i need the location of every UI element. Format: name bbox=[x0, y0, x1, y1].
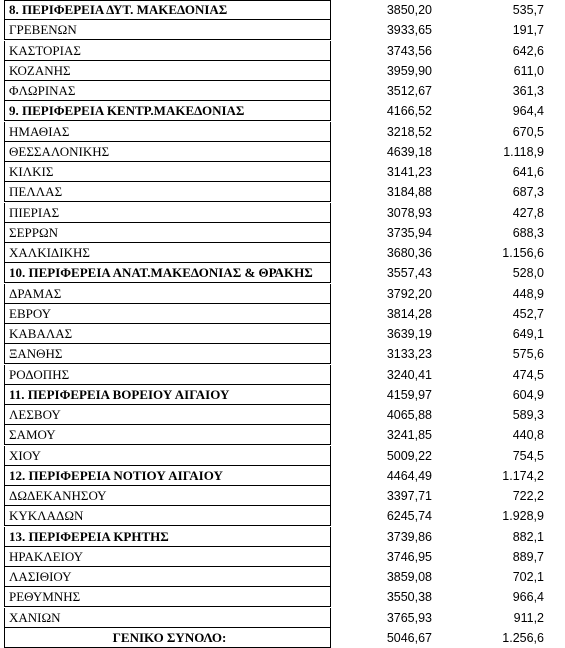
row-value-2: 882,1 bbox=[512, 529, 544, 544]
row-value-1: 4159,97 bbox=[386, 387, 432, 402]
row-value-1: 3184,88 bbox=[386, 185, 432, 200]
row-name: ΣΑΜΟΥ bbox=[4, 425, 331, 445]
row-value-2: 1.174,2 bbox=[502, 468, 544, 483]
row-name: 10. ΠΕΡΙΦΕΡΕΙΑ ΑΝΑΤ.ΜΑΚΕΔΟΝΙΑΣ & ΘΡΑΚΗΣ bbox=[4, 263, 331, 283]
row-value-1: 3141,23 bbox=[386, 165, 432, 179]
row-name: 9. ΠΕΡΙΦΕΡΕΙΑ ΚΕΝΤΡ.ΜΑΚΕΔΟΝΙΑΣ bbox=[4, 101, 331, 121]
row-name: 11. ΠΕΡΙΦΕΡΕΙΑ ΒΟΡΕΙΟΥ ΑΙΓΑΙΟΥ bbox=[4, 385, 331, 405]
row-name: ΚΑΣΤΟΡΙΑΣ bbox=[4, 41, 331, 61]
row-value-2: 889,7 bbox=[512, 549, 544, 564]
row-name: ΗΡΑΚΛΕΙΟΥ bbox=[4, 547, 331, 567]
row-value-1: 3959,90 bbox=[386, 63, 432, 78]
prefecture-row bbox=[0, 365, 565, 385]
row-name: ΗΜΑΘΙΑΣ bbox=[4, 122, 331, 142]
prefecture-row bbox=[0, 304, 565, 324]
row-name: ΠΕΛΛΑΣ bbox=[4, 182, 331, 202]
row-name: ΦΛΩΡΙΝΑΣ bbox=[4, 81, 331, 101]
row-value-1: 3078,93 bbox=[386, 205, 432, 220]
row-value-2: 1.928,9 bbox=[502, 509, 544, 524]
row-name: ΚΟΖΑΝΗΣ bbox=[4, 61, 331, 81]
row-value-1: 3639,19 bbox=[386, 327, 432, 341]
prefecture-row bbox=[0, 223, 565, 243]
row-name: 13. ΠΕΡΙΦΕΡΕΙΑ ΚΡΗΤΗΣ bbox=[4, 527, 331, 547]
row-value-2: 641,6 bbox=[512, 165, 544, 179]
row-value-1: 3550,38 bbox=[386, 590, 432, 605]
region-row bbox=[0, 466, 565, 486]
row-value-1: 3240,41 bbox=[386, 367, 432, 382]
row-name: ΓΕΝΙΚΟ ΣΥΝΟΛΟ: bbox=[4, 628, 331, 648]
prefecture-row bbox=[0, 446, 565, 466]
row-value-1: 5046,67 bbox=[386, 630, 432, 645]
row-value-2: 966,4 bbox=[512, 590, 544, 605]
prefecture-row bbox=[0, 344, 565, 364]
row-value-2: 191,7 bbox=[512, 23, 544, 38]
region-row bbox=[0, 385, 565, 405]
prefecture-row bbox=[0, 284, 565, 304]
region-row bbox=[0, 101, 565, 121]
row-value-2: 528,0 bbox=[512, 266, 544, 281]
total-row bbox=[0, 628, 565, 648]
row-name: ΘΕΣΣΑΛΟΝΙΚΗΣ bbox=[4, 142, 331, 162]
row-value-1: 3218,52 bbox=[386, 124, 432, 139]
row-value-2: 440,8 bbox=[512, 428, 544, 443]
row-value-1: 3512,67 bbox=[386, 84, 432, 98]
row-name: ΣΕΡΡΩΝ bbox=[4, 223, 331, 243]
row-name: ΠΙΕΡΙΑΣ bbox=[4, 203, 331, 223]
row-value-2: 670,5 bbox=[512, 124, 544, 139]
row-value-2: 964,4 bbox=[512, 104, 544, 119]
row-value-2: 474,5 bbox=[512, 367, 544, 382]
row-value-1: 3850,20 bbox=[386, 3, 432, 17]
row-value-1: 3735,94 bbox=[386, 225, 432, 240]
row-name: ΡΟΔΟΠΗΣ bbox=[4, 365, 331, 385]
region-row bbox=[0, 263, 565, 283]
row-value-2: 535,7 bbox=[512, 3, 544, 17]
row-value-2: 575,6 bbox=[512, 347, 544, 362]
prefecture-row bbox=[0, 182, 565, 202]
row-value-2: 702,1 bbox=[512, 570, 544, 584]
row-value-2: 687,3 bbox=[512, 185, 544, 200]
prefecture-row bbox=[0, 608, 565, 628]
row-name: ΛΕΣΒΟΥ bbox=[4, 405, 331, 425]
region-row bbox=[0, 0, 565, 20]
prefecture-row bbox=[0, 20, 565, 40]
row-value-2: 361,3 bbox=[512, 84, 544, 98]
prefecture-row bbox=[0, 425, 565, 445]
row-name: ΔΩΔΕΚΑΝΗΣΟΥ bbox=[4, 486, 331, 506]
prefecture-row bbox=[0, 486, 565, 506]
prefecture-row bbox=[0, 405, 565, 425]
region-row bbox=[0, 527, 565, 547]
prefecture-row bbox=[0, 506, 565, 526]
row-value-2: 754,5 bbox=[512, 448, 544, 463]
row-value-1: 6245,74 bbox=[386, 509, 432, 524]
row-value-2: 649,1 bbox=[512, 327, 544, 341]
row-name: ΔΡΑΜΑΣ bbox=[4, 284, 331, 304]
row-value-2: 642,6 bbox=[512, 43, 544, 58]
prefecture-row bbox=[0, 41, 565, 61]
row-value-1: 4639,18 bbox=[386, 144, 432, 159]
row-value-1: 3241,85 bbox=[386, 428, 432, 443]
row-value-2: 722,2 bbox=[512, 489, 544, 503]
row-value-2: 452,7 bbox=[512, 306, 544, 321]
prefecture-row bbox=[0, 243, 565, 263]
row-value-1: 3933,65 bbox=[386, 23, 432, 38]
prefecture-row bbox=[0, 142, 565, 162]
row-value-1: 3792,20 bbox=[386, 286, 432, 301]
prefecture-row bbox=[0, 81, 565, 101]
row-value-1: 4065,88 bbox=[386, 408, 432, 422]
row-name: ΧΑΝΙΩΝ bbox=[4, 608, 331, 628]
row-value-2: 611,0 bbox=[513, 63, 544, 78]
row-value-2: 1.256,6 bbox=[502, 630, 544, 645]
prefecture-row bbox=[0, 324, 565, 344]
row-value-2: 604,9 bbox=[512, 387, 544, 402]
row-value-1: 5009,22 bbox=[386, 448, 432, 463]
row-value-1: 3859,08 bbox=[386, 570, 432, 584]
prefecture-row bbox=[0, 547, 565, 567]
row-value-2: 1.156,6 bbox=[502, 246, 544, 260]
row-name: 8. ΠΕΡΙΦΕΡΕΙΑ ΔΥΤ. ΜΑΚΕΔΟΝΙΑΣ bbox=[4, 0, 331, 20]
prefecture-row bbox=[0, 162, 565, 182]
prefecture-row bbox=[0, 203, 565, 223]
row-name: ΞΑΝΘΗΣ bbox=[4, 344, 331, 364]
row-name: ΕΒΡΟΥ bbox=[4, 304, 331, 324]
row-value-1: 3739,86 bbox=[386, 529, 432, 544]
row-name: ΡΕΘΥΜΝΗΣ bbox=[4, 587, 331, 607]
row-value-1: 3765,93 bbox=[386, 610, 432, 625]
row-value-2: 911,2 bbox=[513, 610, 544, 625]
row-value-1: 3743,56 bbox=[386, 43, 432, 58]
row-value-1: 3557,43 bbox=[386, 266, 432, 281]
row-name: ΧΑΛΚΙΔΙΚΗΣ bbox=[4, 243, 331, 263]
prefecture-row bbox=[0, 567, 565, 587]
row-value-1: 3397,71 bbox=[386, 489, 432, 503]
row-value-1: 3814,28 bbox=[386, 306, 432, 321]
row-value-2: 1.118,9 bbox=[503, 144, 544, 159]
prefecture-row bbox=[0, 61, 565, 81]
row-name: ΧΙΟΥ bbox=[4, 446, 331, 466]
row-value-2: 448,9 bbox=[512, 286, 544, 301]
row-name: 12. ΠΕΡΙΦΕΡΕΙΑ ΝΟΤΙΟΥ ΑΙΓΑΙΟΥ bbox=[4, 466, 331, 486]
row-value-1: 3133,23 bbox=[386, 347, 432, 362]
row-value-2: 589,3 bbox=[512, 408, 544, 422]
row-value-1: 3746,95 bbox=[386, 549, 432, 564]
row-name: ΚΙΛΚΙΣ bbox=[4, 162, 331, 182]
prefecture-row bbox=[0, 122, 565, 142]
row-value-2: 688,3 bbox=[512, 225, 544, 240]
row-name: ΚΑΒΑΛΑΣ bbox=[4, 324, 331, 344]
row-name: ΛΑΣΙΘΙΟΥ bbox=[4, 567, 331, 587]
row-value-1: 4166,52 bbox=[386, 104, 432, 119]
row-value-1: 4464,49 bbox=[386, 468, 432, 483]
prefecture-row bbox=[0, 587, 565, 607]
row-name: ΚΥΚΛΑΔΩΝ bbox=[4, 506, 331, 526]
row-name: ΓΡΕΒΕΝΩΝ bbox=[4, 20, 331, 40]
row-value-2: 427,8 bbox=[512, 205, 544, 220]
row-value-1: 3680,36 bbox=[386, 246, 432, 260]
